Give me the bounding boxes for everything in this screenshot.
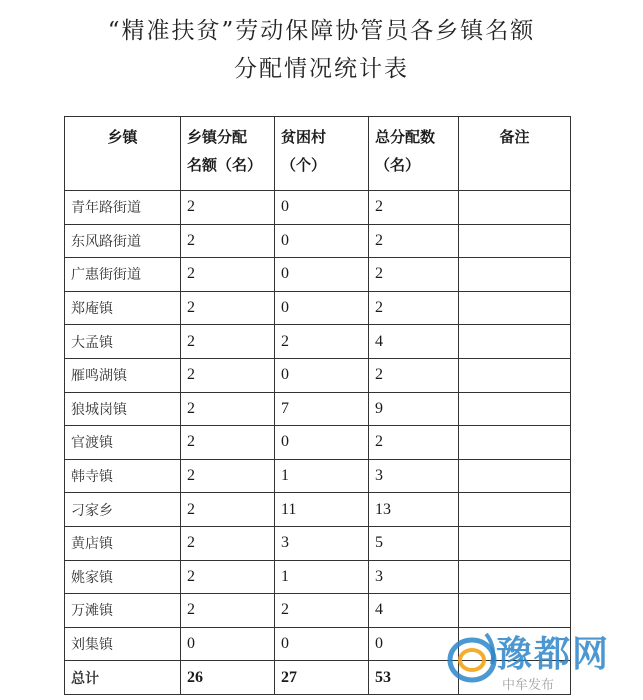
- cell-note: [459, 493, 571, 527]
- cell-note: [459, 291, 571, 325]
- cell-quota: 2: [181, 291, 275, 325]
- cell-villages: 0: [275, 358, 369, 392]
- cell-town: 万滩镇: [65, 594, 181, 628]
- cell-quota: 2: [181, 459, 275, 493]
- cell-note: [459, 224, 571, 258]
- cell-total-total: 53: [369, 661, 459, 695]
- cell-town: 大孟镇: [65, 325, 181, 359]
- cell-total: 2: [369, 358, 459, 392]
- allocation-table: [64, 116, 571, 695]
- cell-villages: 0: [275, 426, 369, 460]
- cell-town: 黄店镇: [65, 526, 181, 560]
- cell-quota: 2: [181, 191, 275, 225]
- document-title-line1: “精准扶贫”劳动保障协管员各乡镇名额: [107, 18, 536, 44]
- cell-town: 广惠街街道: [65, 258, 181, 292]
- cell-quota: 2: [181, 526, 275, 560]
- cell-villages: 0: [275, 291, 369, 325]
- cell-total-quota: 26: [181, 661, 275, 695]
- cell-total: 2: [369, 291, 459, 325]
- cell-note: [459, 258, 571, 292]
- header-villages: 贫困村 （个）: [275, 117, 369, 191]
- cell-town: 刘集镇: [65, 627, 181, 661]
- cell-note: [459, 459, 571, 493]
- cell-town: 狼城岗镇: [65, 392, 181, 426]
- cell-total-label: 总计: [65, 661, 181, 695]
- cell-town: 东风路街道: [65, 224, 181, 258]
- cell-villages: 1: [275, 560, 369, 594]
- cell-quota: 2: [181, 594, 275, 628]
- table-row: [65, 526, 571, 560]
- cell-villages: 0: [275, 258, 369, 292]
- cell-town: 韩寺镇: [65, 459, 181, 493]
- table-row: [65, 291, 571, 325]
- cell-note: [459, 526, 571, 560]
- table-row: [65, 325, 571, 359]
- cell-quota: 2: [181, 560, 275, 594]
- cell-town: 官渡镇: [65, 426, 181, 460]
- cell-villages: 1: [275, 459, 369, 493]
- table-row: [65, 493, 571, 527]
- header-total: 总分配数 （名）: [369, 117, 459, 191]
- cell-quota: 2: [181, 493, 275, 527]
- cell-total: 4: [369, 594, 459, 628]
- table-header-row: [65, 117, 571, 191]
- site-watermark: [432, 618, 643, 700]
- cell-town: 青年路街道: [65, 191, 181, 225]
- table-row: [65, 426, 571, 460]
- cell-total: 2: [369, 258, 459, 292]
- cell-note: [459, 325, 571, 359]
- header-town: 乡镇: [65, 117, 181, 191]
- cell-total: 3: [369, 560, 459, 594]
- cell-villages: 0: [275, 191, 369, 225]
- cell-total: 3: [369, 459, 459, 493]
- header-quota: 乡镇分配 名额（名）: [181, 117, 275, 191]
- cell-total: 2: [369, 191, 459, 225]
- document-title-line2: 分配情况统计表: [234, 56, 409, 82]
- cell-quota: 2: [181, 224, 275, 258]
- cell-villages: 11: [275, 493, 369, 527]
- cell-total: 13: [369, 493, 459, 527]
- watermark-sub-text: 中牟发布: [502, 678, 555, 693]
- cell-note: [459, 191, 571, 225]
- cell-villages: 0: [275, 224, 369, 258]
- table-row: [65, 358, 571, 392]
- cell-note: [459, 392, 571, 426]
- table-row: [65, 392, 571, 426]
- cell-quota: 2: [181, 325, 275, 359]
- watermark-brand-text: 豫都网: [496, 634, 611, 675]
- cell-note: [459, 358, 571, 392]
- header-note: 备注: [459, 117, 571, 191]
- cell-quota: 2: [181, 358, 275, 392]
- table-row: [65, 459, 571, 493]
- cell-quota: 0: [181, 627, 275, 661]
- cell-town: 刁家乡: [65, 493, 181, 527]
- table-row: [65, 224, 571, 258]
- cell-town: 姚家镇: [65, 560, 181, 594]
- cell-quota: 2: [181, 426, 275, 460]
- cell-villages: 2: [275, 594, 369, 628]
- cell-villages: 3: [275, 526, 369, 560]
- table-row: [65, 560, 571, 594]
- cell-total: 2: [369, 224, 459, 258]
- cell-total: 5: [369, 526, 459, 560]
- cell-villages: 0: [275, 627, 369, 661]
- cell-villages: 7: [275, 392, 369, 426]
- cell-total: 4: [369, 325, 459, 359]
- cell-quota: 2: [181, 392, 275, 426]
- cell-villages: 2: [275, 325, 369, 359]
- cell-note: [459, 426, 571, 460]
- table-row: [65, 191, 571, 225]
- cell-note: [459, 560, 571, 594]
- table-row: [65, 258, 571, 292]
- cell-town: 雁鸣湖镇: [65, 358, 181, 392]
- cell-total-villages: 27: [275, 661, 369, 695]
- cell-town: 郑庵镇: [65, 291, 181, 325]
- cell-total: 2: [369, 426, 459, 460]
- cell-total: 9: [369, 392, 459, 426]
- cell-total: 0: [369, 627, 459, 661]
- cell-quota: 2: [181, 258, 275, 292]
